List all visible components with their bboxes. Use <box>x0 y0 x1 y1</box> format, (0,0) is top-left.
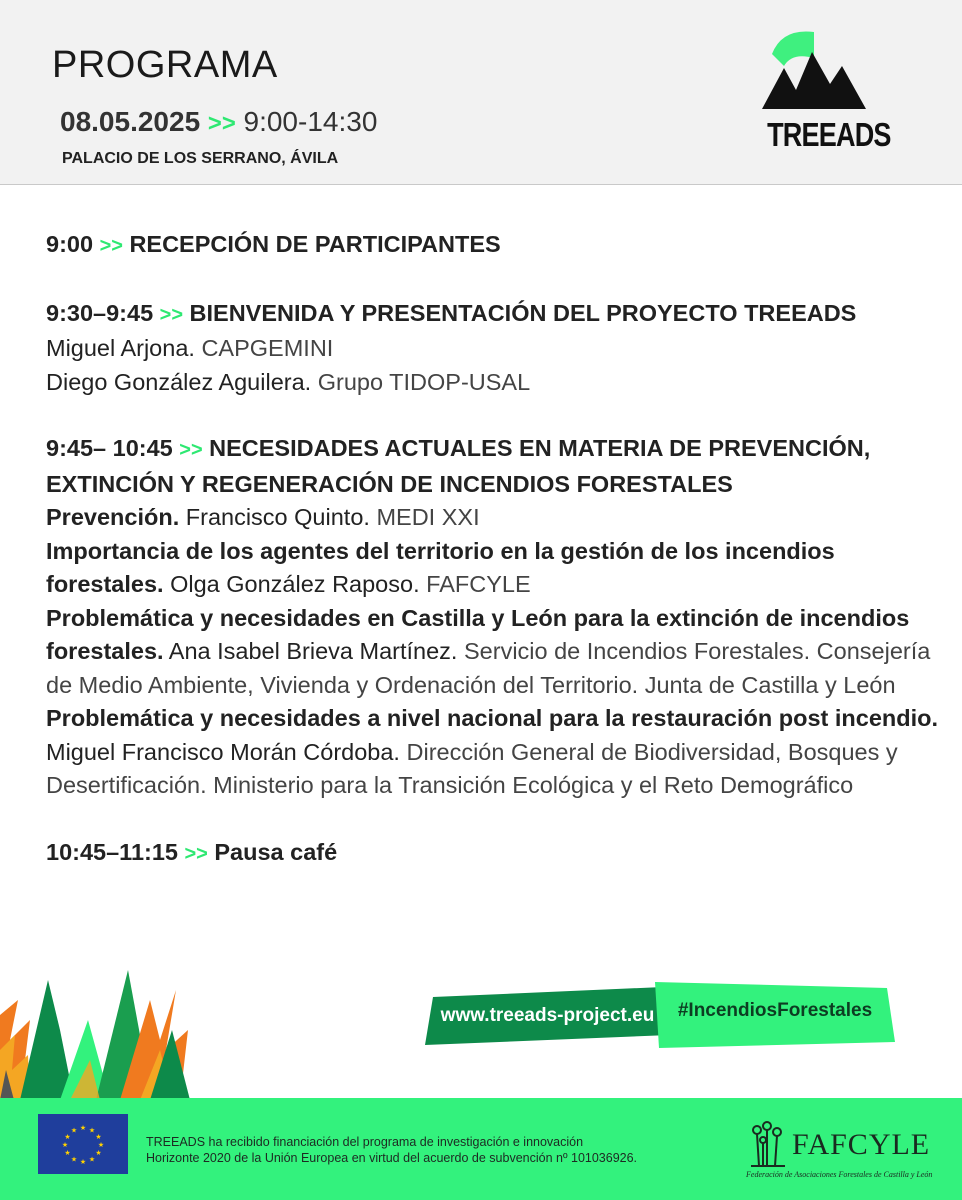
speaker-org: Grupo TIDOP-USAL <box>317 368 531 395</box>
talk-speaker: Francisco Quinto. <box>185 504 370 530</box>
svg-text:★: ★ <box>61 1141 69 1149</box>
session-heading <box>46 836 951 872</box>
talk-org: Servicio de Incendios Forestales. Consejería de Medio Ambiente, Vivienda y Ordenación del Territorio. Junta de Castilla y León <box>46 638 931 698</box>
speaker-name: Miguel Arjona. <box>46 335 195 361</box>
svg-text:★: ★ <box>64 1149 71 1157</box>
fafcyle-tree-logo-icon <box>745 1120 795 1170</box>
event-time: 9:00-14:30 <box>243 106 378 137</box>
session-time: 9:30–9:45 <box>46 299 154 326</box>
agenda-item-needs <box>46 432 951 803</box>
hashtag-link[interactable] <box>655 980 895 1042</box>
svg-text:★: ★ <box>79 1124 87 1132</box>
talk-speaker: Ana Isabel Brieva Martínez. <box>168 638 458 664</box>
svg-text:★: ★ <box>79 1158 87 1166</box>
talk-topic: Problemática y necesidades a nivel nacional para la restauración post incendio. <box>46 705 939 731</box>
funding-footer <box>0 1098 962 1200</box>
svg-text:★: ★ <box>88 1155 96 1164</box>
session-title: Pausa café <box>214 838 338 865</box>
arrows-icon: >> <box>179 439 203 461</box>
svg-text:★: ★ <box>64 1133 71 1141</box>
talk-line <box>46 501 951 535</box>
funding-line-2: Horizonte 2020 de la Unión Europea en virtud del acuerdo de subvención nº 101036926. <box>146 1151 638 1165</box>
forest-fire-illustration-icon <box>0 960 190 1100</box>
svg-text:★: ★ <box>70 1126 78 1135</box>
svg-text:★: ★ <box>95 1133 102 1141</box>
talk-org: MEDI XXI <box>376 504 480 530</box>
arrows-icon: >> <box>99 235 123 257</box>
agenda-item-reception <box>46 228 951 264</box>
funding-statement <box>146 1134 637 1166</box>
arrows-icon: >> <box>207 110 236 137</box>
talk-org: FAFCYLE <box>426 571 531 597</box>
event-date: 08.05.2025 <box>60 106 201 137</box>
speaker-line <box>46 366 951 400</box>
session-title: BIENVENIDA Y PRESENTACIÓN DEL PROYECTO TREEADS <box>189 299 857 326</box>
program-header <box>0 0 962 185</box>
session-time: 9:00 <box>46 231 94 257</box>
svg-text:★: ★ <box>70 1155 78 1164</box>
session-title: RECEPCIÓN DE PARTICIPANTES <box>129 231 501 257</box>
agenda-item-coffee-break <box>46 836 951 872</box>
svg-text:★: ★ <box>97 1141 105 1149</box>
agenda <box>46 228 951 904</box>
arrows-icon: >> <box>159 303 183 326</box>
session-time: 10:45–11:15 <box>46 838 178 865</box>
talk-speaker: Miguel Francisco Morán Córdoba. <box>46 738 400 765</box>
speaker-line <box>46 332 951 366</box>
website-link[interactable] <box>425 985 670 1047</box>
talk-line <box>46 535 951 602</box>
eu-flag-icon <box>38 1114 128 1174</box>
agenda-item-welcome <box>46 297 951 400</box>
hashtag-text: #IncendiosForestales <box>677 1000 873 1021</box>
page-title: PROGRAMA <box>52 44 278 86</box>
website-link-text: www.treeads-project.eu <box>440 1005 655 1026</box>
speaker-name: Diego González Aguilera. <box>46 368 312 395</box>
talk-line <box>46 702 951 803</box>
fafcyle-subtitle: Federación de Asociaciones Forestales de Castilla y León <box>746 1170 933 1179</box>
arrows-icon: >> <box>184 842 208 865</box>
talk-line <box>46 602 951 703</box>
talk-topic: Importancia de los agentes del territorio en la gestión de los incendios forestales. <box>46 537 835 597</box>
session-time: 9:45– 10:45 <box>46 435 173 461</box>
funding-line-1: TREEADS ha recibido financiación del programa de investigación e innovación <box>146 1135 584 1149</box>
session-heading <box>46 297 951 333</box>
session-heading <box>46 228 951 264</box>
talk-org: Dirección General de Biodiversidad, Bosques y Desertificación. Ministerio para la Transición Ecológica y el Reto Demográfico <box>46 738 898 798</box>
date-time-line <box>60 106 377 138</box>
svg-text:★: ★ <box>95 1149 102 1157</box>
event-venue: PALACIO DE LOS SERRANO, ÁVILA <box>62 150 339 167</box>
session-heading <box>46 432 951 501</box>
svg-text:★: ★ <box>88 1126 96 1135</box>
fafcyle-name: FAFCYLE <box>792 1128 931 1161</box>
session-title: NECESIDADES ACTUALES EN MATERIA DE PREVENCIÓN, EXTINCIÓN Y REGENERACIÓN DE INCENDIOS FORESTALES <box>46 435 871 497</box>
talk-topic: Problemática y necesidades en Castilla y León para la extinción de incendios forestales. <box>46 604 910 664</box>
treeads-logo-text: TREEADS <box>767 116 891 153</box>
speaker-org: CAPGEMINI <box>201 335 334 361</box>
talk-topic: Prevención. <box>46 504 180 530</box>
talk-speaker: Olga González Raposo. <box>170 571 420 597</box>
